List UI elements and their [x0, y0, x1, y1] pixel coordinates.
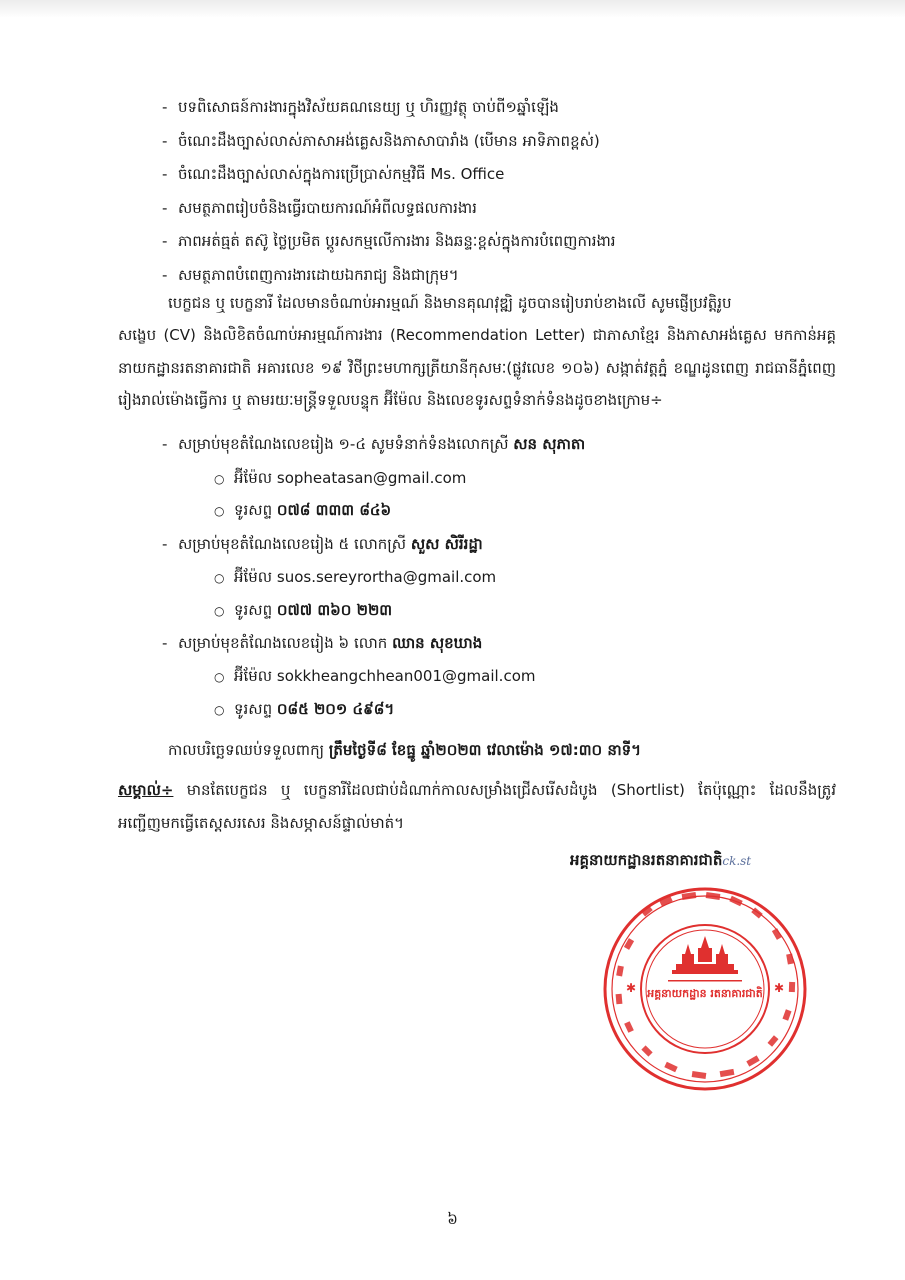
- requirement-text: សមត្ថភាពរៀបចំនិងធ្វើរបាយការណ៍អំពីលទ្ធផលការងារ: [178, 198, 477, 217]
- contact-heading: - សម្រាប់មុខតំណែងលេខរៀង ១-៤ សូមទំនាក់ទំនងលោកស្រី សន សុភាតា: [162, 435, 586, 453]
- email-label: អ៊ីម៉ែល: [234, 469, 273, 487]
- contact-phone-line: ○ ទូរសព្ទ ០៨៥ ២០១ ៤៩៨។: [214, 700, 395, 718]
- email-label: អ៊ីម៉ែល: [234, 667, 273, 685]
- contact-email-link[interactable]: sopheatasan@gmail.com: [276, 469, 467, 487]
- application-paragraph-lead: បេក្ខជន ឬ បេក្ខនារី ដែលមានចំណាប់អារម្មណ៍ និងមានគុណវុឌ្ឍិ ដូចបានរៀបរាប់ខាងលើ សូមផ្ញើប្រវត្តិរូប: [168, 294, 732, 312]
- contact-heading-text: សម្រាប់មុខតំណែងលេខរៀង ៦ លោក: [178, 634, 388, 652]
- requirement-item: - សមត្ថភាពបំពេញការងារដោយឯករាជ្យ និងជាក្រុម។: [162, 265, 459, 284]
- application-paragraph-body: សង្ខេប (CV) និងលិខិតចំណាប់អារម្មណ៍ការងារ (Recommendation Letter) ជាភាសាខ្មែរ និងភាសាអង់គ្លេស មកកាន់អគ្គនាយកដ្ឋានរតនាគារជាតិ អគារលេខ ១៩ វិថីព្រះមហាក្សត្រីយានីកុសមៈ(ផ្លូវលេខ ១០៦) សង្កាត់វត្តភ្នំ ខណ្ឌដូនពេញ រាជធានីភ្នំពេញ រៀងរាល់ម៉ោងធ្វើការ ឬ តាមរយៈមន្ត្រីទទួលបន្ទុក អ៊ីម៉ែល និងលេខទូរសព្ទទំនាក់ទំនងដូចខាងក្រោម÷: [118, 326, 836, 409]
- signing-department: អគ្គនាយកដ្ឋានរតនាគារជាតិ: [570, 851, 723, 869]
- official-seal: [602, 886, 808, 1092]
- contact-heading: - សម្រាប់មុខតំណែងលេខរៀង ៦ លោក ឈាន សុខឃាង: [162, 634, 483, 652]
- contact-phone: ០៨៥ ២០១ ៤៩៨។: [276, 700, 395, 718]
- requirement-text: ចំណេះដឹងច្បាស់លាស់ភាសាអង់គ្លេសនិងភាសាបារាំង (បើមាន អាទិភាពខ្ពស់): [178, 131, 600, 150]
- svg-text:✱: ✱: [774, 981, 785, 995]
- note-label: សម្គាល់÷: [118, 781, 174, 799]
- phone-label: ទូរសព្ទ: [234, 501, 273, 519]
- contact-email-link[interactable]: suos.sereyrortha@gmail.com: [276, 568, 497, 586]
- deadline-line: [168, 735, 836, 765]
- contact-heading-text: សម្រាប់មុខតំណែងលេខរៀង ៥ លោកស្រី: [178, 535, 407, 553]
- requirement-text: ចំណេះដឹងច្បាស់លាស់ក្នុងការប្រើប្រាស់កម្មវិធី Ms. Office: [178, 165, 505, 183]
- phone-label: ទូរសព្ទ: [234, 700, 273, 718]
- requirement-item: - សមត្ថភាពរៀបចំនិងធ្វើរបាយការណ៍អំពីលទ្ធផលការងារ: [162, 198, 477, 217]
- note-text: មានតែបេក្ខជន ឬ បេក្ខនារីដែលជាប់ដំណាក់កាលសម្រាំងជ្រើសរើសដំបូង (Shortlist) តែប៉ុណ្ណោះ ដែលនឹងត្រូវអញ្ជើញមកធ្វើតេស្តសរសេរ និងសម្ភាសន៍ផ្ទាល់មាត់។: [118, 781, 836, 832]
- deadline-date: ត្រឹមថ្ងៃទី៨ ខែធ្នូ ឆ្នាំ២០២៣ វេលាម៉ោង ១៧:៣០ នាទី។: [328, 741, 642, 759]
- requirement-item: - បទពិសោធន៍ការងារក្នុងវិស័យគណនេយ្យ ឬ ហិរញ្ញវត្ថុ ចាប់ពី១ឆ្នាំឡើង: [162, 98, 559, 116]
- page-number: ៦: [447, 1210, 458, 1228]
- requirement-text: បទពិសោធន៍ការងារក្នុងវិស័យគណនេយ្យ ឬ ហិរញ្ញវត្ថុ ចាប់ពី១ឆ្នាំឡើង: [178, 98, 559, 116]
- contact-email-line: ○ អ៊ីម៉ែល sokkheangchhean001@gmail.com: [214, 667, 536, 685]
- email-label: អ៊ីម៉ែល: [234, 568, 273, 586]
- requirement-item: - ចំណេះដឹងច្បាស់លាស់ក្នុងការប្រើប្រាស់កម្មវិធី Ms. Office: [162, 165, 505, 183]
- contact-phone: ០៧៧ ៣៦០ ២២៣: [276, 601, 393, 619]
- requirement-item: - ភាពអត់ធ្មត់ តស៊ូ ថៃ្លប្រមិត ប្ដូរសកម្មលើការងារ និងឆន្ទៈខ្ពស់ក្នុងការបំពេញការងារ: [162, 232, 616, 250]
- contact-name: សួស សិរីរដ្ឋា: [410, 535, 483, 553]
- contact-email-link[interactable]: sokkheangchhean001@gmail.com: [276, 667, 536, 685]
- signature-block: [570, 851, 751, 873]
- seal-inner-text: អគ្គនាយកដ្ឋាន រតនាគារជាតិ: [647, 987, 763, 1000]
- requirement-item: - ចំណេះដឹងច្បាស់លាស់ភាសាអង់គ្លេសនិងភាសាបារាំង (បើមាន អាទិភាពខ្ពស់): [162, 131, 600, 150]
- signature-initials: ck.st: [722, 854, 752, 868]
- requirements-list: [162, 92, 842, 293]
- contact-phone-line: ○ ទូរសព្ទ ០៧៨ ៣៣៣ ៨៤៦: [214, 501, 392, 519]
- contact-name: ឈាន សុខឃាង: [392, 634, 483, 652]
- requirement-text: សមត្ថភាពបំពេញការងារដោយឯករាជ្យ និងជាក្រុម។: [178, 265, 459, 284]
- contact-heading: - សម្រាប់មុខតំណែងលេខរៀង ៥ លោកស្រី សួស សិរីរដ្ឋា: [162, 535, 483, 553]
- contact-phone: ០៧៨ ៣៣៣ ៨៤៦: [276, 501, 392, 519]
- scan-edge-shadow: [0, 0, 905, 18]
- contact-name: សន សុភាតា: [513, 435, 586, 453]
- contact-heading-text: សម្រាប់មុខតំណែងលេខរៀង ១-៤ សូមទំនាក់ទំនងលោកស្រី: [178, 435, 509, 453]
- requirement-text: ភាពអត់ធ្មត់ តស៊ូ ថៃ្លប្រមិត ប្ដូរសកម្មលើការងារ និងឆន្ទៈខ្ពស់ក្នុងការបំពេញការងារ: [178, 232, 616, 250]
- phone-label: ទូរសព្ទ: [234, 601, 273, 619]
- svg-text:✱: ✱: [626, 981, 637, 995]
- contact-phone-line: ○ ទូរសព្ទ ០៧៧ ៣៦០ ២២៣: [214, 601, 393, 619]
- contact-email-line: ○ អ៊ីម៉ែល sopheatasan@gmail.com: [214, 469, 467, 487]
- deadline-label: កាលបរិច្ឆេទឈប់ទទួលពាក្យ: [168, 741, 325, 759]
- seal-temple-emblem: [672, 936, 738, 974]
- note-paragraph: [118, 774, 836, 840]
- contact-email-line: ○ អ៊ីម៉ែល suos.sereyrortha@gmail.com: [214, 568, 497, 586]
